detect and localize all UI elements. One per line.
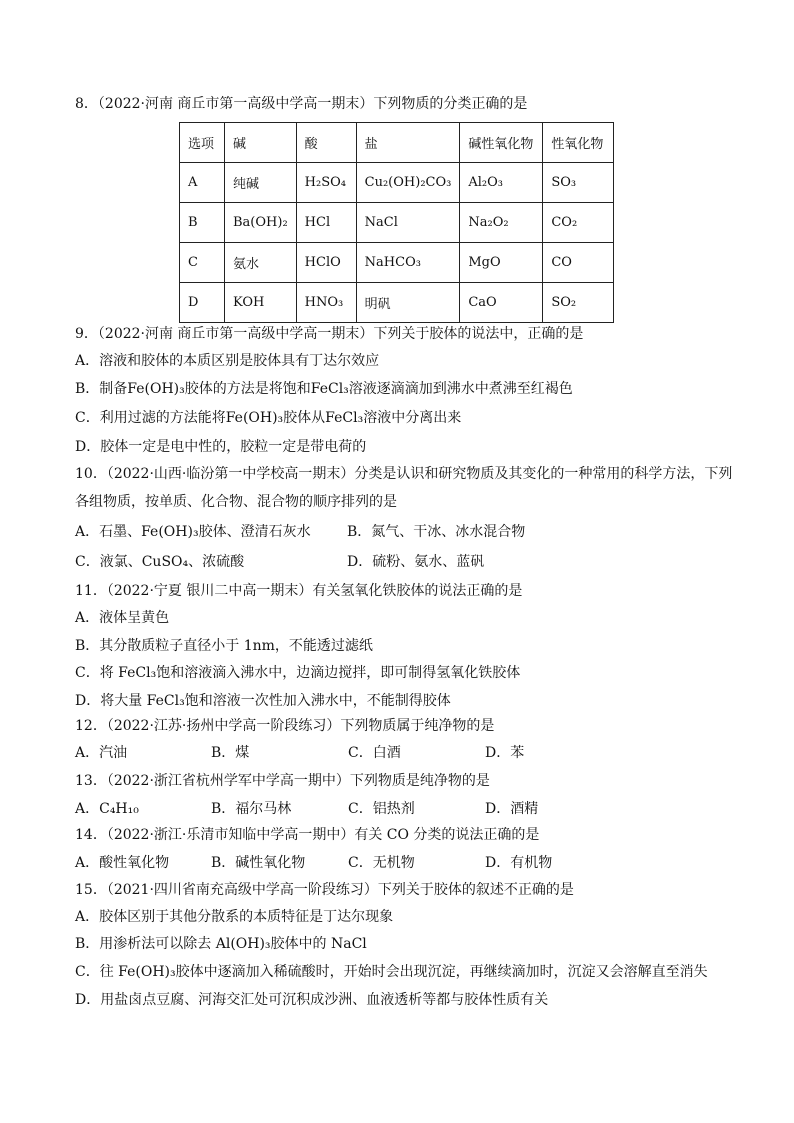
table-cell: D: [180, 283, 225, 323]
table-cell: C: [180, 243, 225, 283]
q11-option-c: C．将 FeCl₃饱和溶液滴入沸水中，边滴边搅拌，即可制得氢氧化铁胶体: [75, 665, 521, 681]
q12-option-d: D．苯: [485, 745, 525, 761]
table-cell: HClO: [296, 243, 356, 283]
q13-option-b: B．福尔马林: [211, 801, 292, 817]
table-cell: CaO: [460, 283, 543, 323]
table-cell: HCl: [296, 203, 356, 243]
q8-classification-table: [179, 122, 614, 323]
q10-option-c: C．液氯、CuSO₄、浓硫酸: [75, 554, 245, 570]
q11-stem: 11．（2022·宁夏 银川二中高一期末）有关氢氧化铁胶体的说法正确的是: [75, 583, 523, 599]
q10-option-a: A．石墨、Fe(OH)₃胶体、澄清石灰水: [75, 524, 311, 540]
q15-option-a: A．胶体区别于其他分散系的本质特征是丁达尔现象: [75, 909, 394, 925]
q9-stem: 9．（2022·河南 商丘市第一高级中学高一期末）下列关于胶体的说法中，正确的是: [75, 326, 584, 342]
q15-option-c: C．往 Fe(OH)₃胶体中逐滴加入稀硫酸时，开始时会出现沉淀，再继续滴加时，沉淀又会溶解直至消失: [75, 964, 708, 980]
q12-stem: 12．（2022·江苏·扬州中学高一阶段练习）下列物质属于纯净物的是: [75, 718, 495, 734]
q14-option-b: B．碱性氧化物: [211, 855, 306, 871]
q9-option-a: A．溶液和胶体的本质区别是胶体具有丁达尔效应: [75, 353, 380, 369]
q15-stem: 15．（2021·四川省南充高级中学高一阶段练习）下列关于胶体的叙述不正确的是: [75, 882, 574, 898]
q9-option-d: D．胶体一定是电中性的，胶粒一定是带电荷的: [75, 439, 367, 455]
table-cell: Na₂O₂: [460, 203, 543, 243]
header-cell: 碱性氧化物: [460, 123, 543, 163]
header-cell: 酸: [296, 123, 356, 163]
table-row: [180, 283, 614, 323]
q10-options-row2: [75, 552, 715, 572]
header-cell: 碱: [225, 123, 297, 163]
q10-option-d: D．硫粉、氨水、蓝矾: [347, 554, 485, 570]
table-cell: NaHCO₃: [356, 243, 460, 283]
table-cell: 氨水: [225, 243, 297, 283]
q11-option-a: A．液体呈黄色: [75, 610, 170, 626]
table-cell: MgO: [460, 243, 543, 283]
table-row: [180, 203, 614, 243]
q14-option-d: D．有机物: [485, 855, 553, 871]
q9-option-b: B．制备Fe(OH)₃胶体的方法是将饱和FeCl₃溶液逐滴滴加到沸水中煮沸至红褐色: [75, 381, 573, 397]
q11-option-b: B．其分散质粒子直径小于 1nm，不能透过滤纸: [75, 638, 373, 654]
q13-option-d: D．酒精: [485, 801, 539, 817]
q10-options-row1: [75, 522, 715, 542]
q11-option-d: D．将大量 FeCl₃饱和溶液一次性加入沸水中，不能制得胶体: [75, 693, 451, 709]
table-cell: HNO₃: [296, 283, 356, 323]
q13-options-row: [75, 799, 715, 819]
table-cell: NaCl: [356, 203, 460, 243]
q13-stem: 13．（2022·浙江省杭州学军中学高一期中）下列物质是纯净物的是: [75, 773, 490, 789]
q10-stem-line2: 各组物质，按单质、化合物、混合物的顺序排列的是: [75, 494, 397, 510]
q12-option-a: A．汽油: [75, 745, 128, 761]
q8-stem: 8．（2022·河南 商丘市第一高级中学高一期末）下列物质的分类正确的是: [75, 96, 528, 112]
table-cell: CO: [543, 243, 614, 283]
q12-option-b: B．煤: [211, 745, 250, 761]
table-row: [180, 243, 614, 283]
q14-options-row: [75, 853, 715, 873]
table-cell: SO₂: [543, 283, 614, 323]
q13-option-a: A．C₄H₁₀: [75, 801, 139, 817]
q15-option-d: D．用盐卤点豆腐、河海交汇处可沉积成沙洲、血液透析等都与胶体性质有关: [75, 992, 549, 1008]
header-cell: 性氧化物: [543, 123, 614, 163]
q15-option-b: B．用渗析法可以除去 Al(OH)₃胶体中的 NaCl: [75, 936, 367, 952]
q12-option-c: C．白酒: [348, 745, 401, 761]
q10-option-b: B．氮气、干冰、冰水混合物: [347, 524, 526, 540]
table-cell: H₂SO₄: [296, 163, 356, 203]
table-row: [180, 163, 614, 203]
table-cell: Al₂O₃: [460, 163, 543, 203]
table-cell: SO₃: [543, 163, 614, 203]
table-cell: KOH: [225, 283, 297, 323]
q14-option-c: C．无机物: [348, 855, 415, 871]
table-cell: CO₂: [543, 203, 614, 243]
q12-options-row: [75, 743, 715, 763]
table-header-row: [180, 123, 614, 163]
table-cell: B: [180, 203, 225, 243]
table-cell: Cu₂(OH)₂CO₃: [356, 163, 460, 203]
q10-stem-line1: 10．（2022·山西·临汾第一中学校高一期末）分类是认识和研究物质及其变化的一种常用的科学方法，下列: [75, 466, 733, 482]
header-cell: 盐: [356, 123, 460, 163]
q9-option-c: C．利用过滤的方法能将Fe(OH)₃胶体从FeCl₃溶液中分离出来: [75, 410, 462, 426]
q14-option-a: A．酸性氧化物: [75, 855, 170, 871]
table-cell: A: [180, 163, 225, 203]
table-cell: 明矾: [356, 283, 460, 323]
header-cell: 选项: [180, 123, 225, 163]
q14-stem: 14．（2022·浙江·乐清市知临中学高一期中）有关 CO 分类的说法正确的是: [75, 827, 540, 843]
q13-option-c: C．铝热剂: [348, 801, 415, 817]
table-cell: Ba(OH)₂: [225, 203, 297, 243]
table-cell: 纯碱: [225, 163, 297, 203]
